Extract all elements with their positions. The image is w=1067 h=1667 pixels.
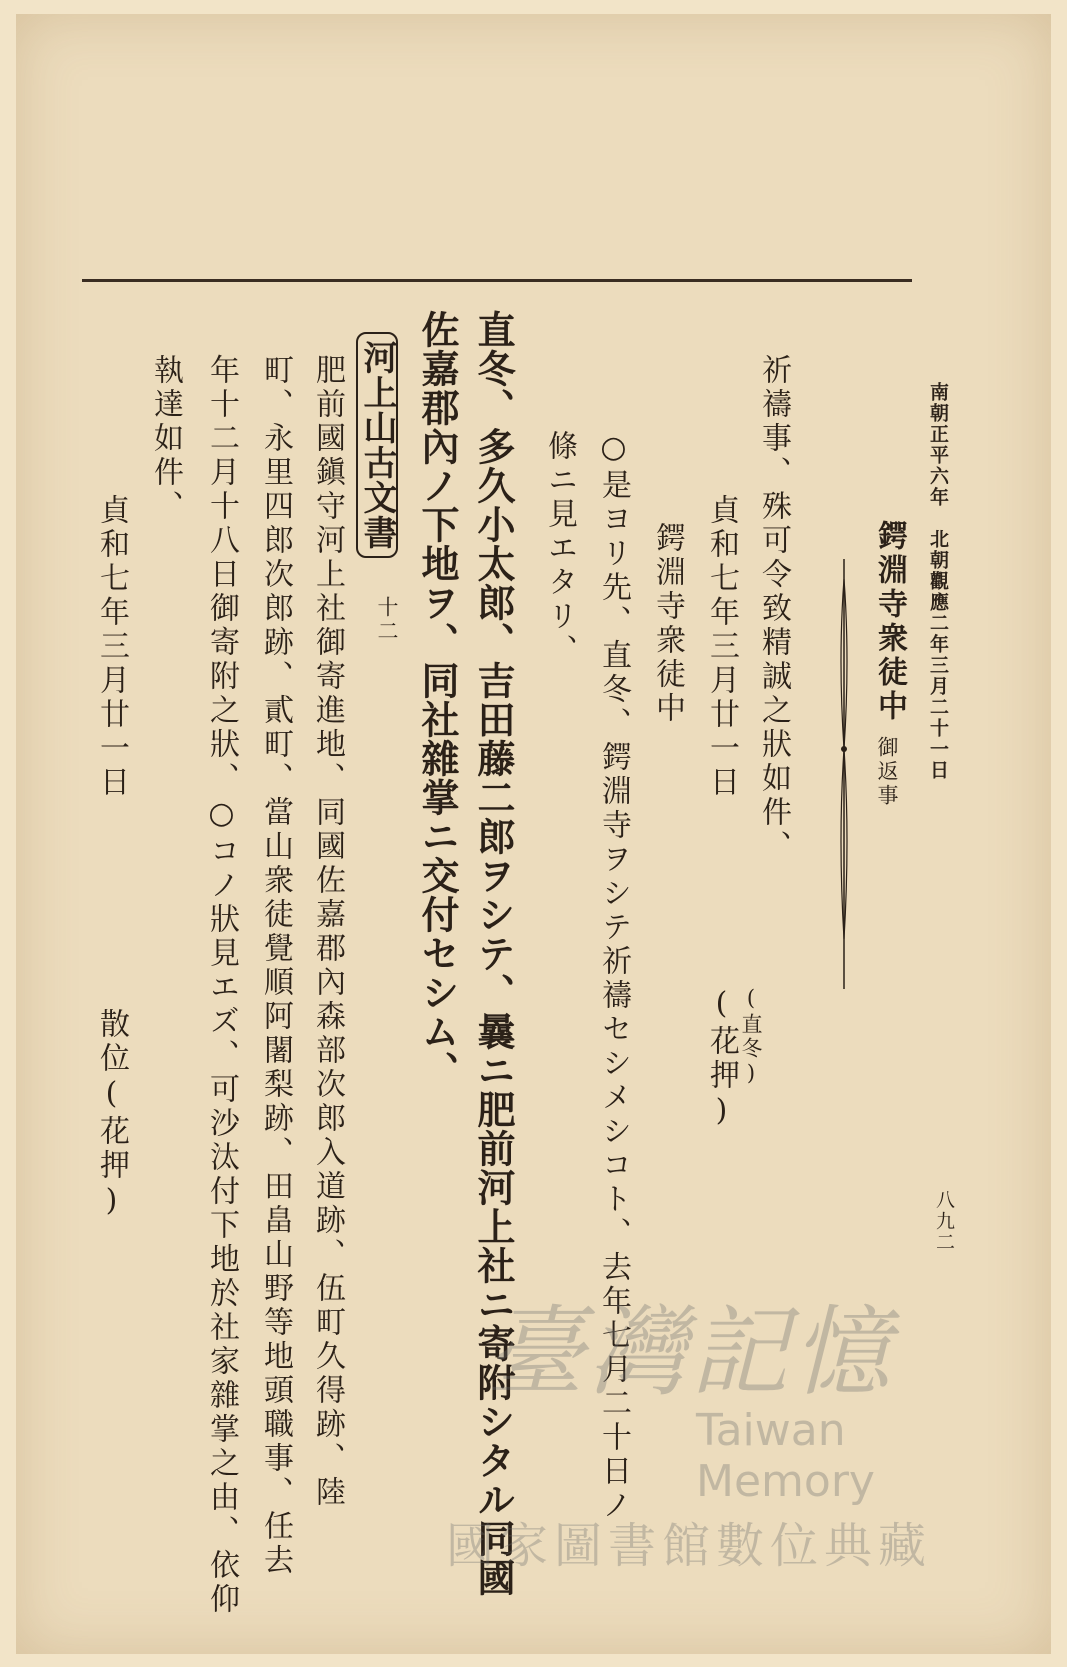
entry2-signature: 散位(花押)	[94, 1008, 129, 1222]
entry1-text-line: 祈禱事、殊可令致精誠之狀如件、	[756, 354, 791, 864]
editorial-note-line2: 條ニ見エタリ、	[542, 430, 577, 668]
entry2-heading-line1: 直冬、多久小太郎、吉田藤二郎ヲシテ、曩ニ肥前河上社ニ寄附シタル同國	[471, 310, 516, 1597]
page-number: 八九二	[933, 1190, 955, 1253]
watermark-library: 國家圖書館數位典藏	[446, 1518, 933, 1574]
source-number: 十二	[375, 596, 399, 644]
entry2-body-line4: 執達如件、	[148, 354, 183, 524]
entry2-date: 貞和七年三月廿一日	[94, 494, 129, 800]
watermark-english: Taiwan Memory	[696, 1405, 875, 1507]
decorative-divider	[836, 559, 852, 989]
entry1-title: 鍔淵寺衆徒中	[872, 520, 907, 724]
source-label: 河上山古文書	[356, 332, 398, 558]
editorial-note-line1: ○是ヨリ先、直冬、鍔淵寺ヲシテ祈禱セシメシコト、去年七月二十日ノ	[596, 430, 631, 1523]
entry1-signature-name: (直冬)	[739, 986, 763, 1088]
entry1-date: 貞和七年三月廿一日	[704, 494, 739, 800]
entry1-title-note: 御返事	[875, 736, 899, 808]
entry2-body-line3: 年十二月十八日御寄附之狀、○コノ狀見エズ、可沙汰付下地於社家雜掌之由、依仰	[204, 354, 239, 1617]
running-title: 南朝正平六年 北朝觀應二年三月二十一日	[927, 382, 949, 781]
watermark-chinese: 臺灣記憶	[486, 1296, 895, 1410]
book-page	[16, 14, 1051, 1654]
header-rule	[82, 279, 912, 282]
entry2-body-line1: 肥前國鎭守河上社御寄進地、同國佐嘉郡內森部次郎入道跡、伍町久得跡、陸	[310, 354, 345, 1510]
entry2-body-line2: 町、永里四郎次郎跡、貳町、當山衆徒覺順阿闍梨跡、田畠山野等地頭職事、任去	[258, 354, 293, 1578]
entry2-heading-line2: 佐嘉郡內ノ下地ヲ、同社雜掌ニ交付セシム、	[415, 310, 460, 1090]
entry1-signature-mark: (花押)	[704, 986, 739, 1132]
entry1-addressee: 鍔淵寺衆徒中	[650, 522, 685, 726]
taiwan-memory-watermark	[446, 1274, 1006, 1574]
